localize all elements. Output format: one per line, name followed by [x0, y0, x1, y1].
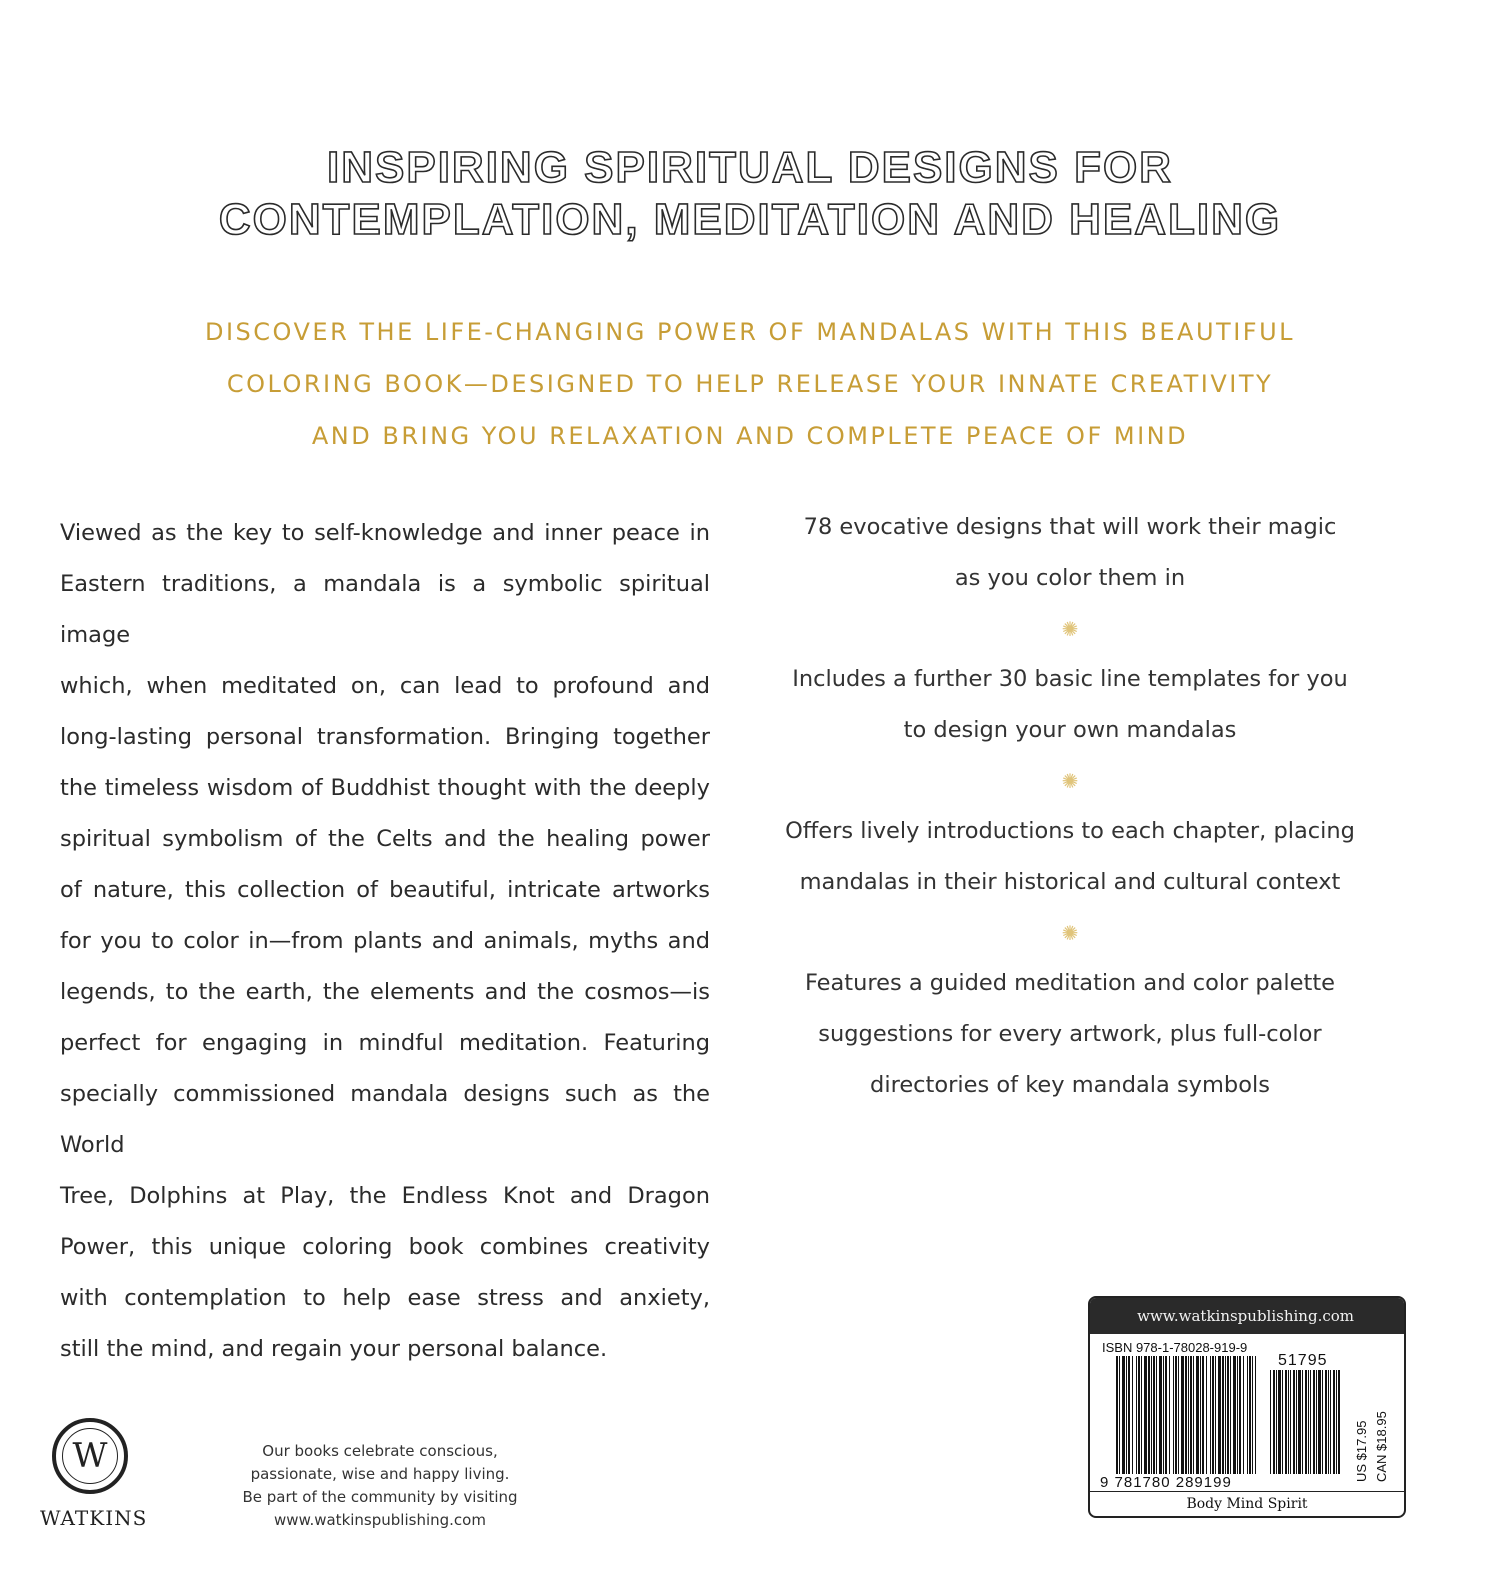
feature-line: directories of key mandala symbols	[870, 1072, 1270, 1098]
description-line: spiritual symbolism of the Celts and the healing power	[60, 826, 710, 852]
description-line: still the mind, and regain your personal balance.	[60, 1336, 608, 1362]
tagline	[0, 306, 1500, 462]
community-line: Be part of the community by visiting	[242, 1488, 518, 1506]
description-line: legends, to the earth, the elements and the cosmos—is	[60, 979, 710, 1005]
category-label: Body Mind Spirit	[1090, 1491, 1404, 1516]
barcode-addon-number: 51795	[1278, 1352, 1328, 1369]
tagline-line: COLORING BOOK—DESIGNED TO HELP RELEASE YOUR INNATE CREATIVITY	[226, 370, 1274, 398]
watkins-logo-icon	[52, 1418, 128, 1494]
price-can: CAN $18.95	[1374, 1411, 1389, 1482]
tagline-line: DISCOVER THE LIFE-CHANGING POWER OF MANDALAS WITH THIS BEAUTIFUL	[204, 318, 1296, 346]
description-line: long-lasting personal transformation. Bringing together	[60, 724, 710, 750]
barcode-panel	[1088, 1296, 1406, 1518]
feature-item	[770, 654, 1370, 756]
community-line: www.watkinspublishing.com	[274, 1511, 486, 1529]
description-paragraph	[60, 508, 710, 1375]
community-blurb	[215, 1440, 545, 1532]
barcode-url: www.watkinspublishing.com	[1090, 1298, 1404, 1334]
star-burst-icon: ✺	[1061, 618, 1079, 641]
feature-item	[770, 958, 1370, 1111]
description-line: perfect for engaging in mindful meditation. Featuring	[60, 1030, 710, 1056]
feature-line: Includes a further 30 basic line templates for you	[792, 666, 1348, 692]
description-line: the timeless wisdom of Buddhist thought with the deeply	[60, 775, 710, 801]
community-line: Our books celebrate conscious,	[262, 1442, 498, 1460]
feature-item	[770, 502, 1370, 604]
description-line: with contemplation to help ease stress and anxiety,	[60, 1285, 710, 1311]
barcode-digits: 9 781780 289199	[1100, 1474, 1232, 1491]
description-line: Viewed as the key to self-knowledge and inner peace in	[60, 520, 710, 546]
description-line: of nature, this collection of beautiful, intricate artworks	[60, 877, 710, 903]
community-line: passionate, wise and happy living.	[250, 1465, 510, 1483]
isbn-label: ISBN 978-1-78028-919-9	[1102, 1340, 1248, 1355]
headline-line: CONTEMPLATION, MEDITATION AND HEALING	[218, 195, 1282, 244]
feature-line: mandalas in their historical and cultural context	[799, 869, 1341, 895]
star-burst-icon: ✺	[1061, 922, 1079, 945]
feature-line: 78 evocative designs that will work their magic	[803, 514, 1337, 540]
description-line: Eastern traditions, a mandala is a symbolic spiritual image	[60, 571, 710, 648]
headline-line: INSPIRING SPIRITUAL DESIGNS FOR	[327, 143, 1173, 192]
feature-line: as you color them in	[954, 565, 1186, 591]
description-line: which, when meditated on, can lead to profound and	[60, 673, 710, 699]
barcode-icon	[1116, 1356, 1256, 1474]
description-line: specially commissioned mandala designs such as the World	[60, 1081, 710, 1158]
feature-line: suggestions for every artwork, plus full-color	[818, 1021, 1322, 1047]
tagline-line: AND BRING YOU RELAXATION AND COMPLETE PEACE OF MIND	[311, 422, 1189, 450]
price-us: US $17.95	[1354, 1420, 1369, 1482]
feature-item	[770, 806, 1370, 908]
feature-list	[770, 502, 1370, 1111]
feature-line: Features a guided meditation and color palette	[804, 970, 1336, 996]
barcode-addon-icon	[1270, 1370, 1340, 1474]
publisher-name: WATKINS	[40, 1506, 148, 1530]
logo-letter: W	[72, 1436, 108, 1476]
description-line: for you to color in—from plants and animals, myths and	[60, 928, 710, 954]
publisher-logo	[40, 1418, 148, 1530]
description-line: Power, this unique coloring book combines creativity	[60, 1234, 710, 1260]
star-burst-icon: ✺	[1061, 770, 1079, 793]
price-block	[1352, 1364, 1402, 1484]
description-line: Tree, Dolphins at Play, the Endless Knot and Dragon	[60, 1183, 710, 1209]
headline	[0, 142, 1500, 246]
feature-line: Offers lively introductions to each chapter, placing	[785, 818, 1355, 844]
feature-line: to design your own mandalas	[903, 717, 1237, 743]
